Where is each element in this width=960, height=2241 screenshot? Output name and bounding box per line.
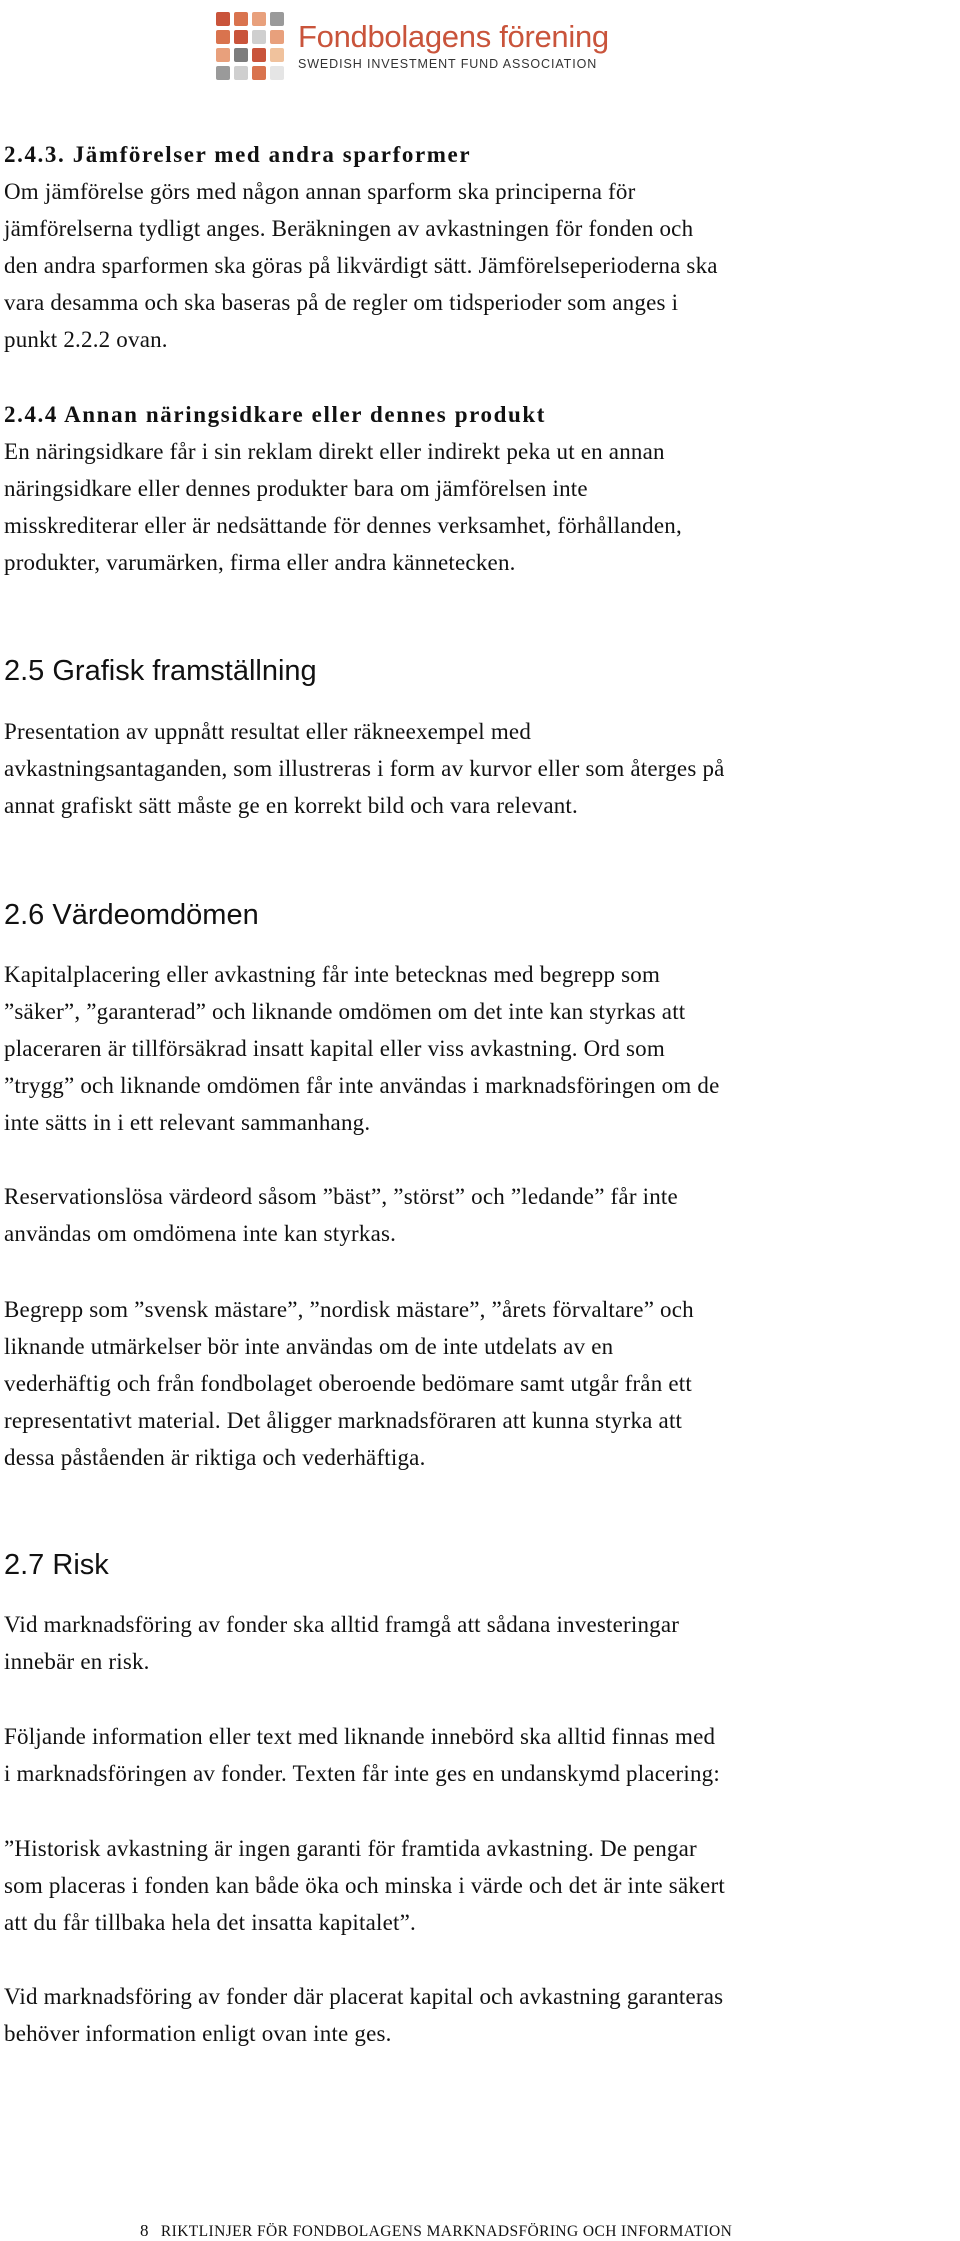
section-heading: 2.4.3. Jämförelser med andra sparformer <box>4 142 472 167</box>
logo-square <box>252 66 266 80</box>
section-2-5-body <box>4 713 956 824</box>
section-2-7-p2 <box>4 1718 956 1792</box>
logo-wordmark <box>298 19 609 73</box>
section-2-4-3 <box>4 136 956 358</box>
paragraph: Vid marknadsföring av fonder där placerat kapital och avkastning garanteras behöver information enligt ovan inte ges. <box>4 1984 724 2046</box>
section-2-4-4 <box>4 396 956 581</box>
logo-square <box>252 48 266 62</box>
section-2-7-p3 <box>4 1830 956 1941</box>
logo-square <box>270 48 284 62</box>
logo-square <box>270 12 284 26</box>
paragraph: Följande information eller text med liknande innebörd ska alltid finnas med i marknadsföringen av fonder. Texten får inte ges en undanskymd placering: <box>4 1724 720 1786</box>
section-2-5 <box>4 651 956 691</box>
logo-square <box>216 30 230 44</box>
logo-name: Fondbolagens förening <box>298 19 609 54</box>
logo-square <box>270 66 284 80</box>
paragraph: Kapitalplacering eller avkastning får inte betecknas med begrepp som ”säker”, ”garanterad” och liknande omdömen om det inte kan styrkas att placeraren är tillförsäkrad insatt kapital eller viss avkastning. Ord som ”trygg” och liknande omdömen får inte användas i marknadsföringen om de inte sätts in i ett relevant sammanhang. <box>4 962 720 1135</box>
section-2-6 <box>4 895 956 935</box>
paragraph: Presentation av uppnått resultat eller räkneexempel med avkastningsantaganden, som illustreras i form av kurvor eller som återges på annat grafiskt sätt måste ge en korrekt bild och vara relevant. <box>4 719 725 818</box>
paragraph: Begrepp som ”svensk mästare”, ”nordisk mästare”, ”årets förvaltare” och liknande utmärkelser bör inte användas om de inte utdelats av en vederhäftig och från fondbolaget oberoende bedömare samt utgår från ett representativt material. Det åligger marknadsföraren att kunna styrka att dessa påståenden är riktiga och vederhäftiga. <box>4 1297 694 1470</box>
page-footer <box>140 2221 732 2241</box>
paragraph: Om jämförelse görs med någon annan sparform ska principerna för jämförelserna tydligt anges. Beräkningen av avkastningen för fonden och den andra sparformen ska göras på likvärdigt sätt. Jämförelseperioderna ska vara desamma och ska baseras på de regler om tidsperioder som anges i punkt 2.2.2 ovan. <box>4 179 718 352</box>
section-2-6-p2 <box>4 1178 956 1252</box>
section-2-7-p1 <box>4 1606 956 1680</box>
paragraph: Reservationslösa värdeord såsom ”bäst”, ”störst” och ”ledande” får inte användas om omdömena inte kan styrkas. <box>4 1184 678 1246</box>
logo-square <box>234 30 248 44</box>
section-2-7 <box>4 1545 956 1585</box>
paragraph: ”Historisk avkastning är ingen garanti för framtida avkastning. De pengar som placeras i fonden kan både öka och minska i värde och det är inte säkert att du får tillbaka hela det insatta kapitalet”. <box>4 1836 725 1935</box>
section-2-7-p4 <box>4 1978 956 2052</box>
section-heading: 2.4.4 Annan näringsidkare eller dennes produkt <box>4 402 547 427</box>
logo-square <box>216 66 230 80</box>
logo-square <box>234 48 248 62</box>
logo-square <box>234 12 248 26</box>
logo-square <box>216 48 230 62</box>
section-2-6-p3 <box>4 1291 956 1476</box>
paragraph: En näringsidkare får i sin reklam direkt eller indirekt peka ut en annan näringsidkare eller dennes produkter bara om jämförelsen inte misskrediterar eller är nedsättande för dennes verksamhet, förhållanden, produkter, varumärken, firma eller andra kännetecken. <box>4 439 682 575</box>
section-heading: 2.6 Värdeomdömen <box>4 899 259 931</box>
section-heading: 2.5 Grafisk framställning <box>4 655 317 687</box>
logo-mark-icon <box>216 12 284 80</box>
logo-square <box>234 66 248 80</box>
paragraph: Vid marknadsföring av fonder ska alltid framgå att sådana investeringar innebär en risk. <box>4 1612 680 1674</box>
page-number: 8 <box>140 2221 149 2240</box>
footer-title: RIKTLINJER FÖR FONDBOLAGENS MARKNADSFÖRING OCH INFORMATION <box>160 2223 733 2240</box>
logo-square <box>252 30 266 44</box>
logo-subtitle: SWEDISH INVESTMENT FUND ASSOCIATION <box>298 57 598 71</box>
logo-square <box>252 12 266 26</box>
logo-square <box>270 30 284 44</box>
logo-square <box>216 12 230 26</box>
section-heading: 2.7 Risk <box>4 1549 109 1581</box>
section-2-6-p1 <box>4 956 956 1141</box>
header-logo <box>216 0 636 92</box>
